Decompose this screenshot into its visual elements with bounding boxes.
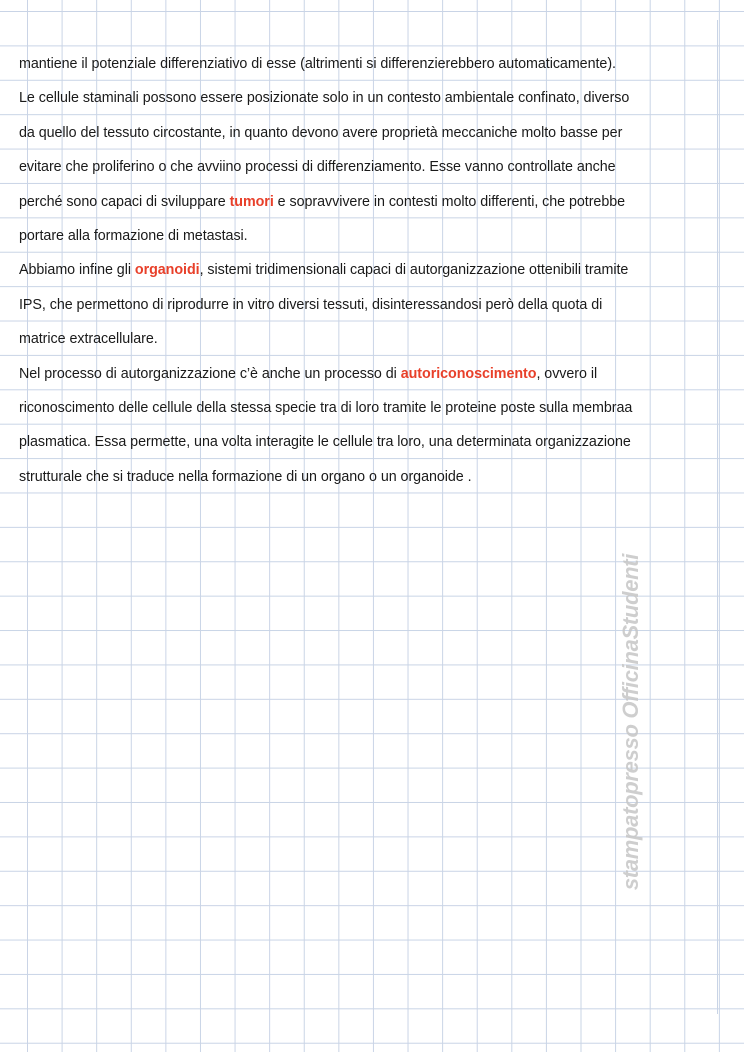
text-segment: plasmatica. Essa permette, una volta interagite le cellule tra loro, una determinata organizzazione	[19, 434, 631, 451]
text-segment: strutturale che si traduce nella formazione di un organo o un organoide .	[19, 468, 472, 485]
text-segment: Abbiamo infine gli	[19, 262, 135, 279]
text-segment: , sistemi tridimensionali capaci di autorganizzazione ottenibili tramite	[199, 262, 629, 279]
text-segment: Nel processo di autorganizzazione c’è anche un processo di	[19, 365, 401, 382]
text-line	[19, 185, 719, 219]
text-line	[19, 322, 719, 356]
text-line	[19, 219, 719, 253]
text-line	[19, 47, 719, 81]
text-segment: matrice extracellulare.	[19, 331, 158, 348]
highlight-term-organoidi: organoidi	[134, 262, 200, 279]
text-segment: e sopravvivere in contesti molto differenti, che potrebbe	[273, 193, 626, 210]
text-line	[19, 460, 719, 494]
text-line	[19, 150, 719, 184]
text-line	[19, 253, 719, 287]
text-segment: perché sono capaci di sviluppare	[19, 193, 230, 210]
text-segment: da quello del tessuto circostante, in quanto devono avere proprietà meccaniche molto basse per	[19, 124, 623, 141]
text-line	[19, 288, 719, 322]
text-segment: portare alla formazione di metastasi.	[19, 227, 248, 244]
highlight-term-autoriconoscimento: autoriconoscimento	[400, 365, 537, 382]
text-segment: IPS, che permettono di riprodurre in vitro diversi tessuti, disinteressandosi però della quota di	[19, 296, 603, 313]
text-segment: riconoscimento delle cellule della stessa specie tra di loro tramite le proteine poste sulla membraa	[19, 399, 633, 416]
text-segment: mantiene il potenziale differenziativo di esse (altrimenti si differenzierebbero automaticamente).	[19, 56, 616, 72]
highlight-term-tumori: tumori	[229, 193, 274, 210]
text-line	[19, 81, 719, 115]
text-line	[19, 391, 719, 425]
watermark: stampatopresso OfficinaStudenti	[618, 553, 643, 891]
text-segment: , ovvero il	[536, 365, 598, 382]
text-line	[19, 116, 719, 150]
text-line	[19, 357, 719, 391]
text-segment: Le cellule staminali possono essere posizionate solo in un contesto ambientale confinato, diverso	[19, 90, 630, 107]
text-segment: evitare che proliferino o che avviino processi di differenziamento. Esse vanno controllate anche	[19, 159, 616, 176]
text-line	[19, 425, 719, 459]
body-text	[19, 47, 719, 494]
